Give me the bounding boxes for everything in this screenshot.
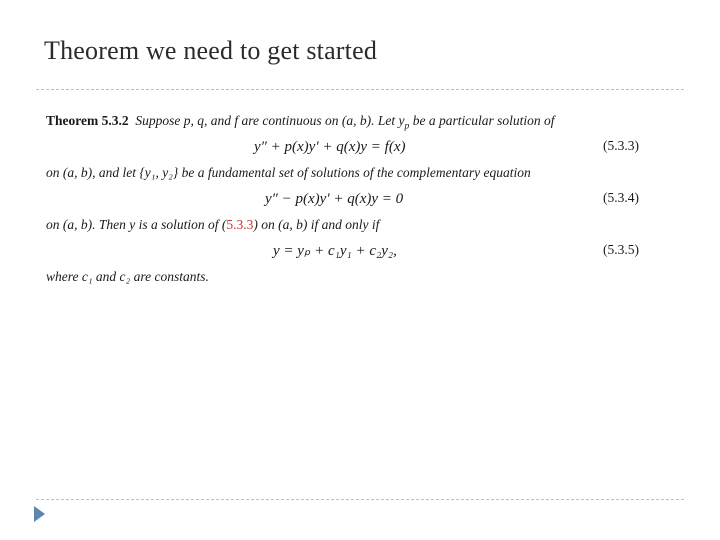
equation-number: (5.3.5): [603, 242, 639, 257]
equation-row: [46, 186, 646, 212]
slide-title: Theorem we need to get started: [44, 36, 378, 65]
theorem-intro-line: [46, 108, 646, 134]
theorem-line-3-end: ) on (a, b) if and only if: [253, 217, 380, 232]
theorem-text-line: [46, 160, 646, 186]
theorem-line-4: where c₁ and c₂ are constants.: [46, 269, 209, 284]
theorem-label: Theorem 5.3.2: [46, 113, 129, 128]
theorem-line-3-start: on (a, b). Then y is a solution of (: [46, 217, 227, 232]
theorem-line-2: on (a, b), and let {y₁, y₂} be a fundamental set of solutions of the complementary equation: [46, 165, 531, 180]
theorem-intro: Suppose p, q, and f are continuous on (a, b). Let y: [135, 113, 405, 128]
theorem-intro-sub: p: [404, 120, 410, 132]
equation-row: [46, 238, 646, 264]
theorem-text-line: [46, 212, 646, 238]
theorem-block: [46, 108, 646, 290]
theorem-intro-end: be a particular solution of: [409, 113, 555, 128]
bullet-arrow-icon: [34, 506, 45, 522]
equation-5-3-5: y = yₚ + c₁y₁ + c₂y₂,: [273, 243, 397, 259]
equation-number: (5.3.3): [603, 138, 639, 153]
equation-reference-link[interactable]: 5.3.3: [226, 217, 254, 232]
top-divider: [36, 89, 684, 90]
equation-row: [46, 134, 646, 160]
equation-5-3-4: y″ − p(x)y′ + q(x)y = 0: [265, 191, 404, 207]
equation-number: (5.3.4): [603, 190, 639, 205]
theorem-text-line: [46, 264, 646, 290]
bottom-divider: [36, 499, 684, 500]
equation-5-3-3: y″ + p(x)y′ + q(x)y = f(x): [254, 139, 406, 155]
